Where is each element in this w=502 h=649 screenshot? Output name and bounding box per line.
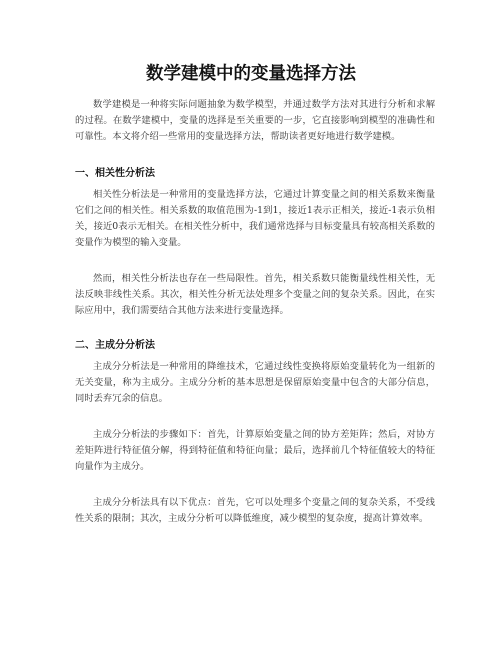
intro-paragraph: 数学建模是一种将实际问题抽象为数学模型，并通过数学方法对其进行分析和求解的过程。在数学建模中，变量的选择是至关重要的一步，它直接影响到模型的准确性和可靠性。本文将介绍一些常用的变量选择方法，帮助读者更好地进行数学建模。 [75, 99, 435, 142]
section-2-heading: 二、主成分分析法 [75, 340, 155, 351]
document-title: 数学建模中的变量选择方法 [146, 64, 356, 84]
section-2-paragraph-1: 主成分分析法是一种常用的降维技术，它通过线性变换将原始变量转化为一组新的无关变量，称为主成分。主成分分析的基本思想是保留原始变量中包含的大部分信息，同时丢弃冗余的信息。 [75, 361, 435, 404]
section-2-paragraph-3: 主成分分析法具有以下优点：首先，它可以处理多个变量之间的复杂关系，不受线性关系的限制；其次，主成分分析可以降低维度，减少模型的复杂度，提高计算效率。 [75, 497, 435, 524]
section-2-paragraph-2: 主成分分析法的步骤如下：首先，计算原始变量之间的协方差矩阵；然后，对协方差矩阵进行特征值分解，得到特征值和特征向量；最后，选择前几个特征值较大的特征向量作为主成分。 [75, 429, 435, 472]
section-1-paragraph-1: 相关性分析法是一种常用的变量选择方法，它通过计算变量之间的相关系数来衡量它们之间的相关性。相关系数的取值范围为-1到1，接近1表示正相关，接近-1表示负相关，接近0表示无相关。在相关性分析中，我们通常选择与目标变量具有较高相关系数的变量作为模型的输入变量。 [75, 189, 435, 248]
section-1-paragraph-2: 然而，相关性分析法也存在一些局限性。首先，相关系数只能衡量线性相关性，无法反映非线性关系。其次，相关性分析无法处理多个变量之间的复杂关系。因此，在实际应用中，我们需要结合其他方法来进行变量选择。 [75, 273, 435, 316]
section-1-heading: 一、相关性分析法 [75, 168, 155, 179]
